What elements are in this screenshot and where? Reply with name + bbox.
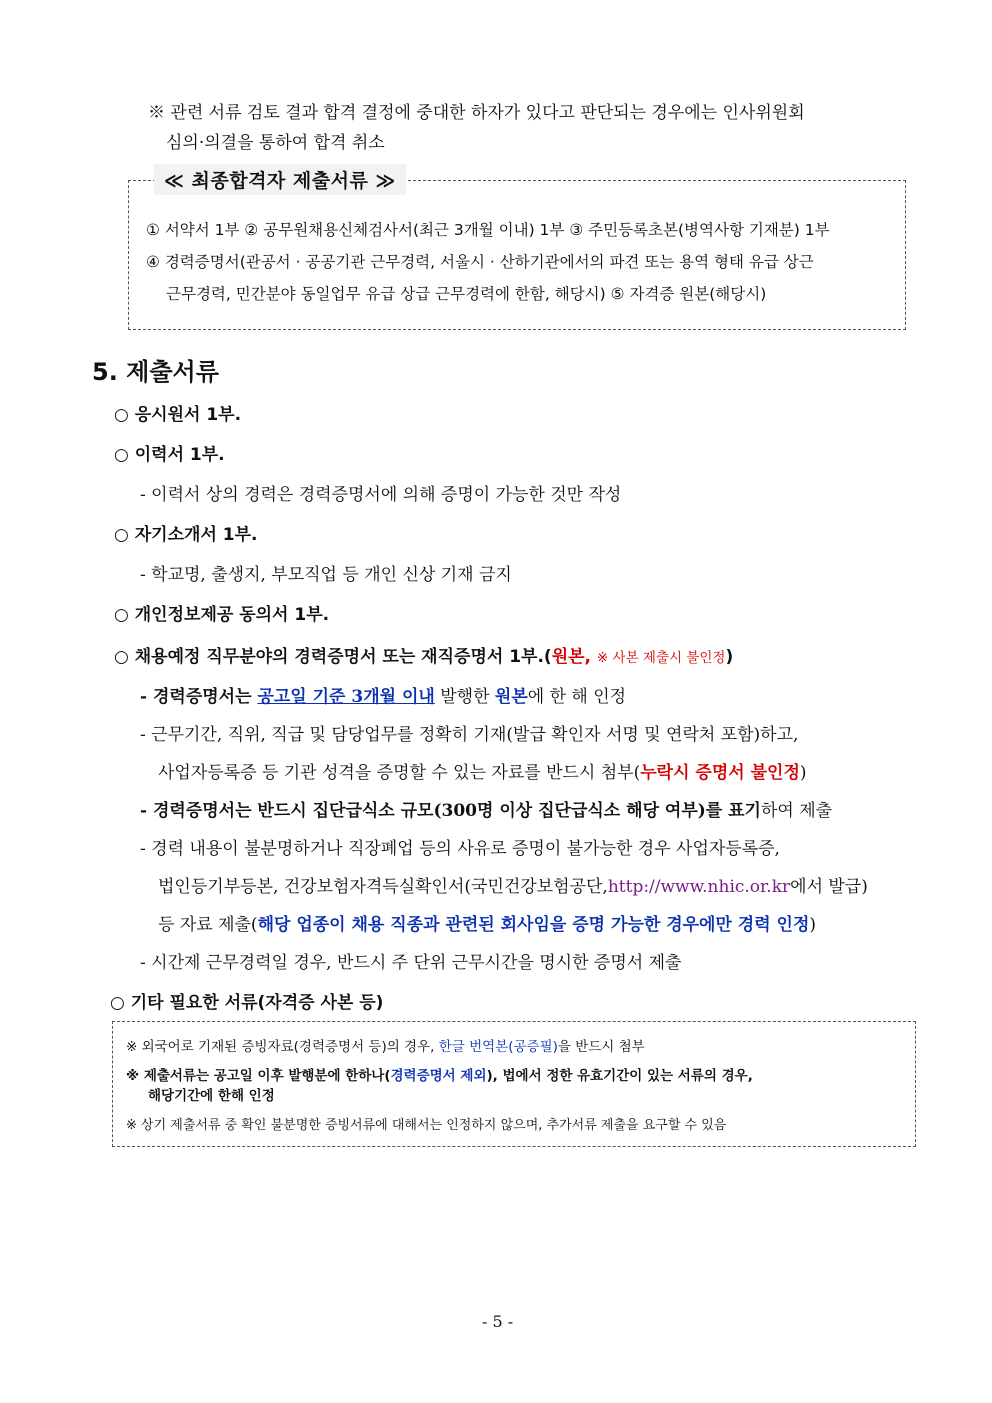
final-docs-line-3: 근무경력, 민간분야 동일업무 유급 상급 근무경력에 한함, 해당시) ⑤ 자격증 원본(해당시) (166, 285, 767, 303)
final-docs-title: ≪ 최종합격자 제출서류 ≫ (154, 164, 406, 195)
note-2-c: ), 법에서 정한 유효기간이 있는 서류의 경우, (486, 1068, 753, 1084)
career-original-text: 원본, (551, 647, 591, 667)
career-sub-1-a: - 경력증명서는 (140, 687, 258, 707)
item-other-documents: ○ 기타 필요한 서류(자격증 사본 등) (110, 993, 384, 1013)
item-application: ○ 응시원서 1부. (114, 405, 242, 425)
career-main-text: ○ 채용예정 직무분야의 경력증명서 또는 재직증명서 1부.( (114, 647, 552, 667)
notice-line-2: 심의·의결을 통하여 합격 취소 (166, 133, 385, 153)
item-resume-note: - 이력서 상의 경력은 경력증명서에 의해 증명이 가능한 것만 작성 (140, 485, 622, 505)
item-resume: ○ 이력서 1부. (114, 445, 225, 465)
career-sub-4-line-1: - 경력 내용이 불분명하거나 직장폐업 등의 사유로 증명이 불가능한 경우 사업자등록증, (140, 839, 780, 859)
note-2 (126, 1064, 753, 1084)
career-sub-5: - 시간제 근무경력일 경우, 반드시 주 단위 근무시간을 명시한 증명서 제출 (140, 953, 682, 973)
section-heading: 5. 제출서류 (92, 358, 219, 386)
career-sub-1-c: 발행한 (434, 687, 495, 707)
career-sub-3-b: 하여 제출 (760, 801, 833, 821)
career-close-paren: ) (725, 647, 734, 667)
note-1-translation: 한글 번역본(공증필) (438, 1039, 558, 1055)
career-sub-2-c: ) (799, 763, 807, 783)
career-sub-4-emphasis: 해당 업종이 채용 직종과 관련된 회사임을 증명 가능한 경우에만 경력 인정 (257, 915, 810, 935)
item-self-intro-note: - 학교명, 출생지, 부모직업 등 개인 신상 기재 금지 (140, 565, 512, 585)
note-2-line-2: 해당기간에 한해 인정 (148, 1088, 275, 1104)
note-1-a: ※ 외국어로 기재된 증빙자료(경력증명서 등)의 경우, (126, 1039, 439, 1055)
career-sub-3 (140, 796, 832, 821)
item-privacy-consent: ○ 개인정보제공 동의서 1부. (114, 605, 330, 625)
note-2-exception: 경력증명서 제외 (390, 1068, 487, 1084)
note-2-a: ※ 제출서류는 공고일 이후 발행분에 한하나( (126, 1068, 391, 1084)
career-sub-1-deadline: 공고일 기준 3개월 이내 (257, 687, 435, 707)
career-sub-4-d: ) (809, 915, 817, 935)
note-3: ※ 상기 제출서류 중 확인 불분명한 증빙서류에 대해서는 인정하지 않으며, 추가서류 제출을 요구할 수 있음 (126, 1118, 727, 1133)
page-number: - 5 - (482, 1312, 514, 1331)
career-sub-1-original: 원본 (494, 687, 528, 707)
career-sub-2-warning: 누락시 증명서 불인정 (640, 763, 800, 783)
nhic-link[interactable]: http://www.nhic.or.kr (607, 877, 791, 897)
career-sub-2-a: 사업자등록증 등 기관 성격을 증명할 수 있는 자료를 반드시 첨부( (158, 763, 641, 783)
career-sub-2-line-2 (158, 758, 807, 783)
career-sub-3-a: - 경력증명서는 반드시 집단급식소 규모(300명 이상 집단급식소 해당 여부)를 표기 (140, 801, 761, 821)
final-docs-line-2: ④ 경력증명서(관공서 · 공공기관 근무경력, 서울시 · 산하기관에서의 파견 또는 용역 형태 유급 상근 (146, 253, 814, 271)
career-sub-2-line-1: - 근무기간, 직위, 직급 및 담당업무를 정확히 기재(발급 확인자 서명 및 연락처 포함)하고, (140, 725, 799, 745)
note-1-c: 을 반드시 첨부 (557, 1039, 645, 1055)
note-1 (126, 1035, 645, 1055)
final-docs-line-1: ① 서약서 1부 ② 공무원채용신체검사서(최근 3개월 이내) 1부 ③ 주민등록초본(병역사항 기재분) 1부 (146, 221, 830, 239)
career-sub-4-line-2 (158, 872, 868, 897)
item-career-certificate (114, 642, 733, 667)
career-sub-1-e: 에 한 해 인정 (527, 687, 627, 707)
career-sub-4-b: 에서 발급) (790, 877, 868, 897)
career-sub-4-c: 등 자료 제출( (158, 915, 258, 935)
career-copy-note: ※ 사본 제출시 불인정 (596, 650, 726, 666)
notice-line-1: ※ 관련 서류 검토 결과 합격 결정에 중대한 하자가 있다고 판단되는 경우에는 인사위원회 (148, 103, 805, 123)
career-sub-4-a: 법인등기부등본, 건강보험자격득실확인서(국민건강보험공단, (158, 877, 608, 897)
item-self-intro: ○ 자기소개서 1부. (114, 525, 258, 545)
career-sub-1 (140, 682, 626, 707)
career-sub-4-line-3 (158, 910, 816, 935)
